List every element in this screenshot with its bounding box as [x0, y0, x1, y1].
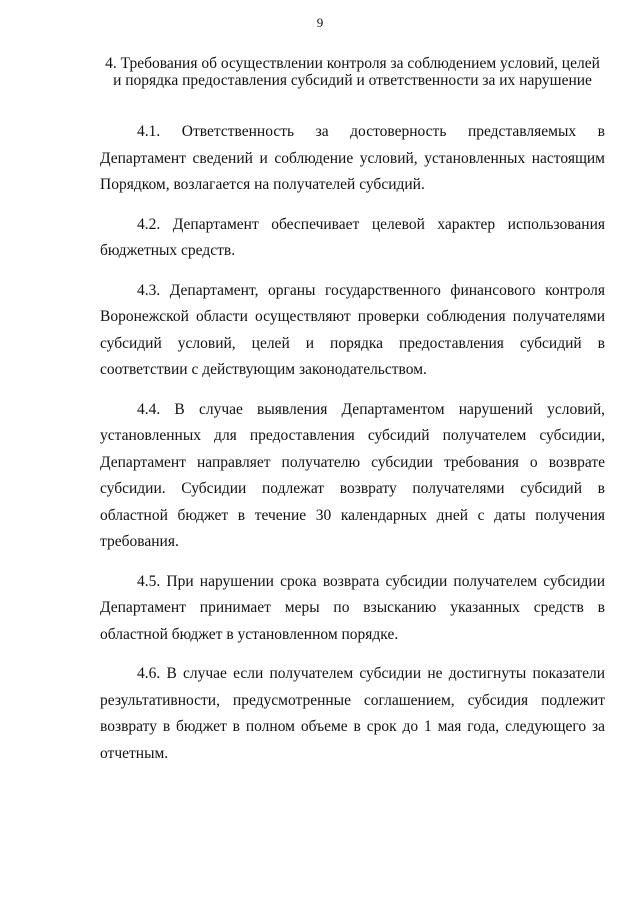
paragraph-4-6: 4.6. В случае если получателем субсидии не достигнуты показатели результативности, предусмотренные соглашением, субсидия подлежит возврату в бюджет в полном объеме в срок до 1 мая года, следующего за отчетным. — [100, 665, 605, 762]
paragraph-4-2: 4.2. Департамент обеспечивает целевой характер использования бюджетных средств. — [100, 215, 605, 259]
paragraph-4-4: 4.4. В случае выявления Департаментом нарушений условий, установленных для предоставления субсидий получателем субсидии, Департамент направляет получателю субсидии требования о возврате субсидии. Субсидии подлежат возврату получателями субсидий в областной бюджет в течение 30 календарных дней с даты получения требования. — [100, 400, 605, 550]
paragraph-4-1: 4.1. Ответственность за достоверность представляемых в Департамент сведений и соблюдение условий, установленных настоящим Порядком, возлагается на получателей субсидий. — [100, 123, 605, 193]
paragraph-4-3: 4.3. Департамент, органы государственного финансового контроля Воронежской области осуществляют проверки соблюдения получателями субсидий условий, целей и порядка предоставления субсидий в соответствии с действующим законодательством. — [100, 281, 605, 378]
section-heading: 4. Требования об осуществлении контроля за соблюдением условий, целей и порядка предоставления субсидий и ответственности за их нарушение — [105, 55, 600, 89]
section-body — [100, 119, 605, 780]
page-number: 9 — [316, 15, 324, 30]
paragraph-4-5: 4.5. При нарушении срока возврата субсидии получателем субсидии Департамент принимает меры по взысканию указанных средств в областной бюджет в установленном порядке. — [100, 572, 605, 643]
